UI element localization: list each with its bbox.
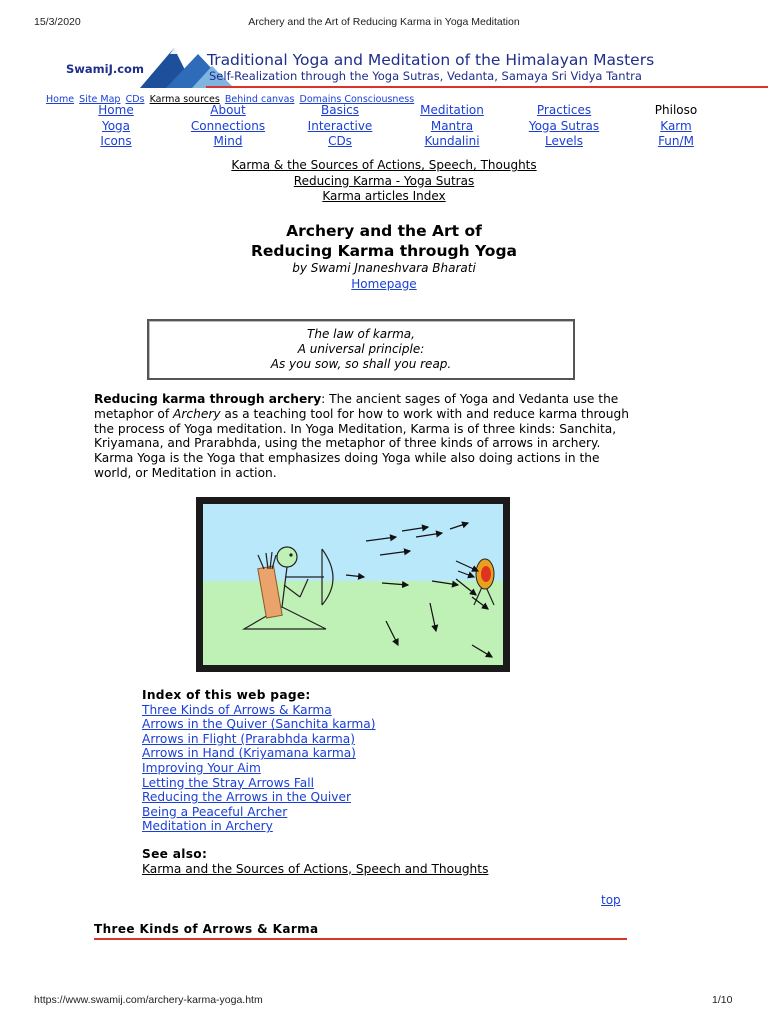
banner-title: Traditional Yoga and Meditation of the Himalayan Masters: [207, 51, 655, 69]
karma-quote-box: [147, 319, 575, 380]
site-banner: [60, 42, 732, 90]
quote-line: The law of karma,: [307, 327, 415, 341]
index-link[interactable]: Arrows in Hand (Kriyamana karma): [142, 746, 356, 761]
nav-yoga[interactable]: Yoga: [101, 118, 131, 133]
section-rule: [94, 938, 627, 940]
section-heading: Three Kinds of Arrows & Karma: [94, 922, 319, 936]
nav-levels[interactable]: Levels: [545, 134, 583, 148]
nav-mind[interactable]: Mind: [213, 134, 243, 148]
print-title: Archery and the Art of Reducing Karma in Yoga Meditation: [248, 16, 520, 28]
top-link-cds[interactable]: CDs: [125, 94, 145, 105]
banner-subtitle: Self-Realization through the Yoga Sutras, Vedanta, Samaya Sri Vidya Tantra: [209, 69, 642, 83]
print-page-number: 1/10: [712, 994, 733, 1006]
nav-connections[interactable]: Connections: [190, 118, 266, 133]
nav-cds[interactable]: CDs: [328, 134, 352, 148]
intro-paragraph: [94, 392, 634, 481]
archery-illustration: [196, 497, 510, 672]
nav-interactive[interactable]: Interactive: [307, 118, 373, 133]
intro-lead: Reducing karma through archery: [94, 392, 322, 406]
sky: [203, 504, 503, 581]
article-title-line1: Archery and the Art of: [286, 222, 482, 240]
print-url: https://www.swamij.com/archery-karma-yoga.htm: [34, 994, 263, 1006]
nav-icons[interactable]: Icons: [100, 134, 132, 148]
top-link-site-map[interactable]: Site Map: [79, 94, 121, 105]
nav-fun[interactable]: Fun/M: [658, 134, 694, 148]
quote-line: As you sow, so shall you reap.: [270, 357, 452, 371]
nav-home[interactable]: Home: [98, 103, 134, 117]
nav-practices[interactable]: Practices: [536, 103, 592, 117]
top-link-karma-sources[interactable]: Karma sources: [149, 94, 220, 105]
see-also-link[interactable]: Karma and the Sources of Actions, Speech and Thoughts: [142, 861, 489, 876]
top-link-domains-consciousness[interactable]: Domains Consciousness: [299, 94, 415, 105]
nav-mantra[interactable]: Mantra: [430, 118, 474, 133]
intro-text: as a teaching tool for how to work with and reduce karma through the process of Yoga meditation. In Yoga Meditation, Karma is of three kinds: Sanchita, Kriyamana, and Prarabhda, using the metaphor of three kinds of arrows in archery. Karma Yoga is the Yoga that emphasizes doing Yoga while also doing actions in the world, or Meditation in action.: [94, 406, 629, 480]
nav-kundalini[interactable]: Kundalini: [424, 134, 480, 148]
index-link[interactable]: Being a Peaceful Archer: [142, 804, 288, 819]
article-title-line2: Reducing Karma through Yoga: [250, 242, 518, 260]
intro-text: : The ancient sages of Yoga and Vedanta use the metaphor of: [94, 392, 619, 421]
nav-karma[interactable]: Karm: [660, 118, 692, 133]
index-link[interactable]: Arrows in Flight (Prarabhda karma): [142, 731, 355, 746]
index-heading: Index of this web page:: [142, 688, 311, 702]
main-nav: [60, 103, 732, 150]
top-link-home[interactable]: Home: [46, 94, 75, 105]
nav-yoga-sutras[interactable]: Yoga Sutras: [528, 118, 600, 133]
site-logo-text[interactable]: SwamiJ.com: [66, 62, 144, 76]
index-link[interactable]: Arrows in the Quiver (Sanchita karma): [142, 717, 376, 732]
print-date: 15/3/2020: [34, 16, 81, 28]
index-link[interactable]: Three Kinds of Arrows & Karma: [142, 702, 332, 717]
nav-about[interactable]: About: [210, 103, 246, 117]
top-anchor-link[interactable]: top: [601, 893, 621, 907]
page-index: [142, 688, 488, 876]
intro-emphasis: Archery: [173, 406, 221, 421]
nav-meditation[interactable]: Meditation: [420, 103, 484, 117]
quote-line: A universal principle:: [297, 342, 425, 356]
homepage-link[interactable]: Homepage: [351, 277, 417, 291]
byline: by Swami Jnaneshvara Bharati: [292, 261, 476, 275]
nav-basics[interactable]: Basics: [320, 103, 360, 117]
index-link[interactable]: Reducing the Arrows in the Quiver: [142, 790, 351, 805]
top-link-behind-canvas[interactable]: Behind canvas: [224, 94, 295, 105]
related-link-karma-sources[interactable]: Karma & the Sources of Actions, Speech, Thoughts: [231, 158, 537, 172]
see-also-heading: See also:: [142, 846, 208, 861]
index-link[interactable]: Letting the Stray Arrows Fall: [142, 775, 314, 790]
related-link-karma-index[interactable]: Karma articles Index: [322, 189, 446, 203]
article-header: [0, 221, 768, 292]
related-link-yoga-sutras[interactable]: Reducing Karma - Yoga Sutras: [293, 173, 475, 188]
index-link[interactable]: Meditation in Archery: [142, 819, 273, 834]
nav-philosophy[interactable]: Philoso: [654, 103, 698, 117]
index-link[interactable]: Improving Your Aim: [142, 760, 261, 775]
related-links: [0, 158, 768, 205]
